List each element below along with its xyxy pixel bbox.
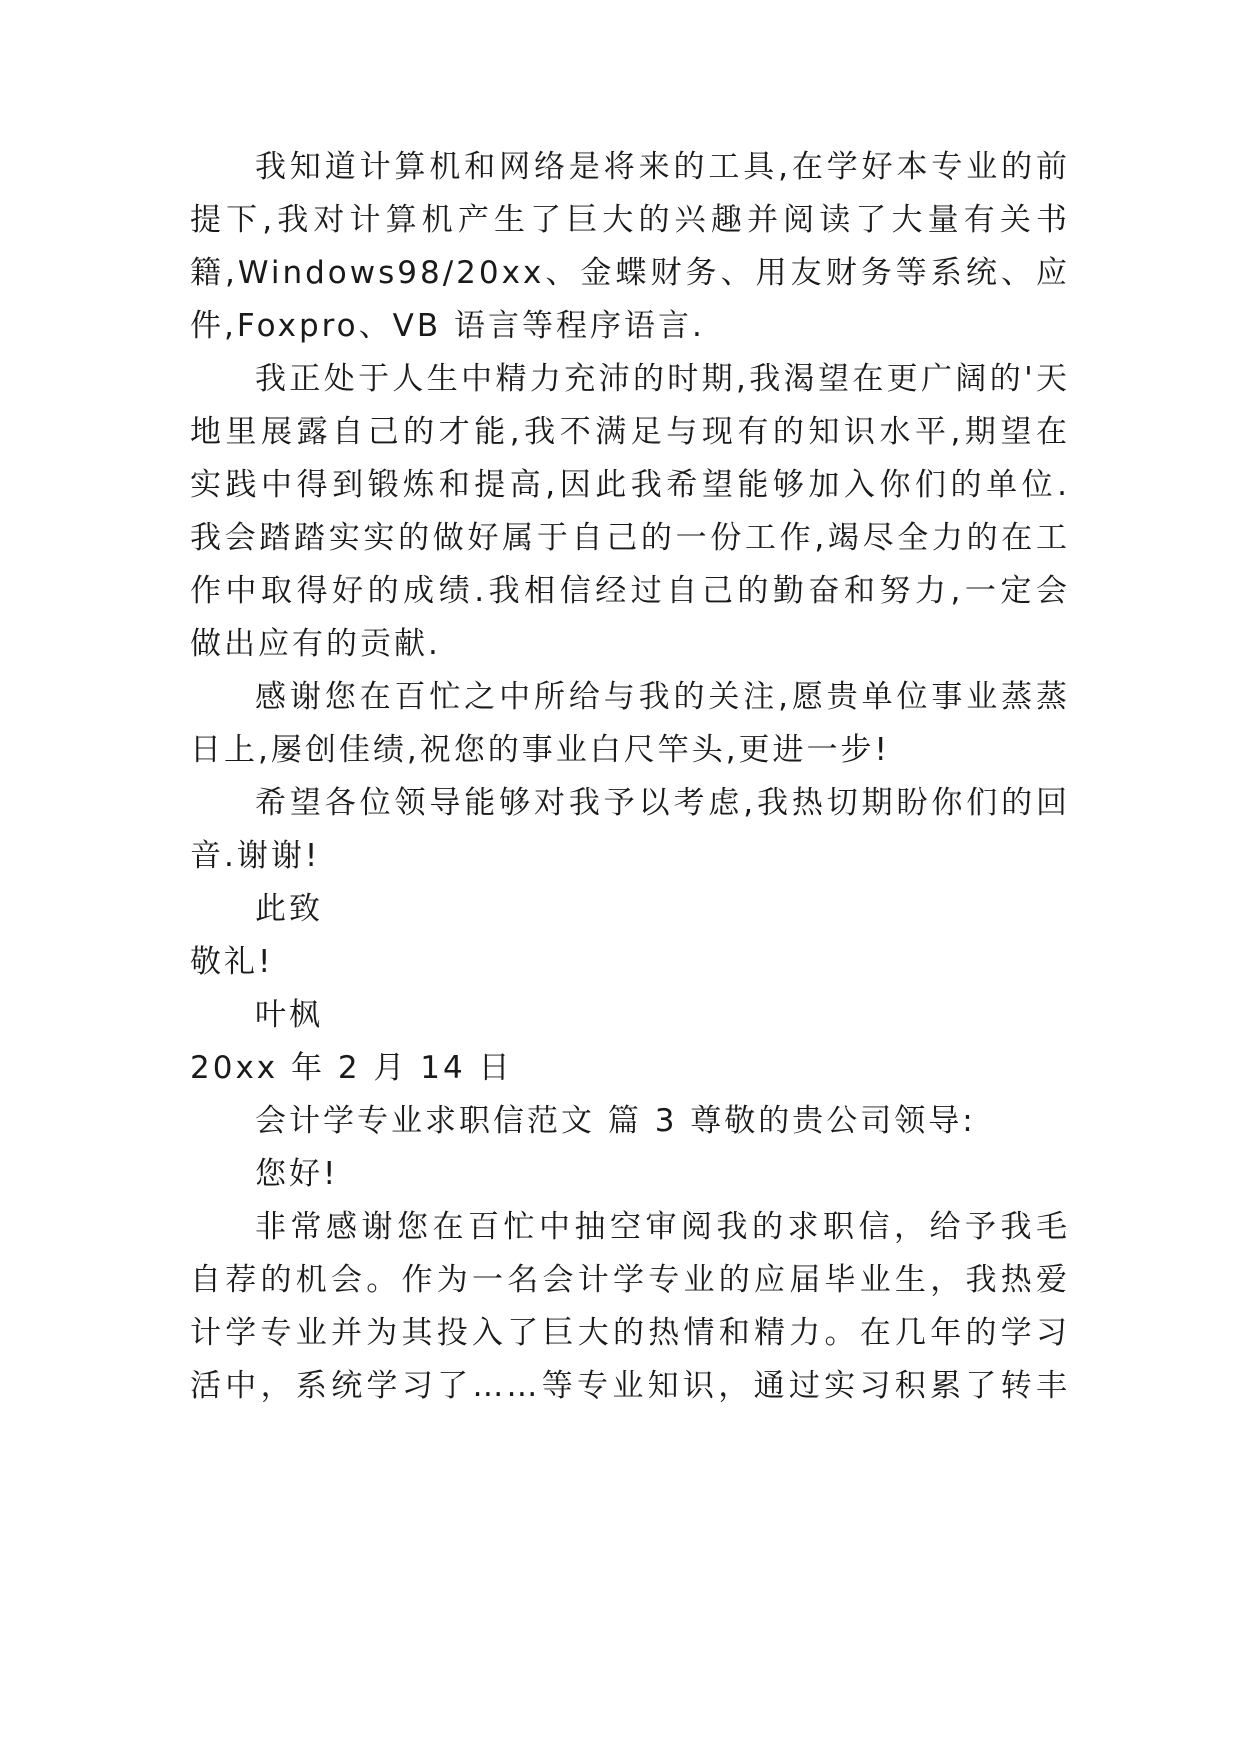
paragraph-line: 计学专业并为其投入了巨大的热情和精力。在几年的学习 <box>190 1315 1070 1351</box>
closing-line: 此致 <box>255 891 323 927</box>
paragraph-line: 活中，系统学习了……等专业知识，通过实习积累了转丰 <box>190 1368 1070 1404</box>
paragraph-line: 日上,屡创佳绩,祝您的事业白尺竿头,更进一步! <box>190 732 890 768</box>
paragraph-line: 我知道计算机和网络是将来的工具,在学好本专业的前 <box>255 149 1070 185</box>
paragraph-line: 提下,我对计算机产生了巨大的兴趣并阅读了大量有关书 <box>190 202 1070 238</box>
paragraph-line: 件,Foxpro、VB 语言等程序语言. <box>190 308 705 344</box>
paragraph-line: 我会踏踏实实的做好属于自己的一份工作,竭尽全力的在工 <box>190 520 1070 556</box>
paragraph-line: 感谢您在百忙之中所给与我的关注,愿贵单位事业蒸蒸 <box>255 679 1070 715</box>
paragraph-line: 希望各位领导能够对我予以考虑,我热切期盼你们的回 <box>255 785 1070 821</box>
section-heading: 会计学专业求职信范文 篇 3 尊敬的贵公司领导: <box>255 1103 976 1139</box>
paragraph-line: 做出应有的贡献. <box>190 626 441 662</box>
paragraph-line: 地里展露自己的才能,我不满足与现有的知识水平,期望在 <box>190 414 1070 450</box>
greeting-line: 您好! <box>255 1156 339 1192</box>
letter-date: 20xx 年 2 月 14 日 <box>190 1050 513 1086</box>
signature-name: 叶枫 <box>255 997 323 1033</box>
paragraph-line: 非常感谢您在百忙中抽空审阅我的求职信，给予我毛 <box>255 1209 1070 1245</box>
paragraph-line: 自荐的机会。作为一名会计学专业的应届毕业生，我热爱 <box>190 1262 1070 1298</box>
salutation-line: 敬礼! <box>190 944 274 980</box>
paragraph-line: 我正处于人生中精力充沛的时期,我渴望在更广阔的'天 <box>255 361 1070 397</box>
paragraph-line: 音.谢谢! <box>190 838 321 874</box>
paragraph-line: 实践中得到锻炼和提高,因此我希望能够加入你们的单位. <box>190 467 1070 503</box>
paragraph-line: 作中取得好的成绩.我相信经过自己的勤奋和努力,一定会 <box>190 573 1070 609</box>
paragraph-line: 籍,Windows98/20xx、金蝶财务、用友财务等系统、应 <box>190 255 1070 291</box>
